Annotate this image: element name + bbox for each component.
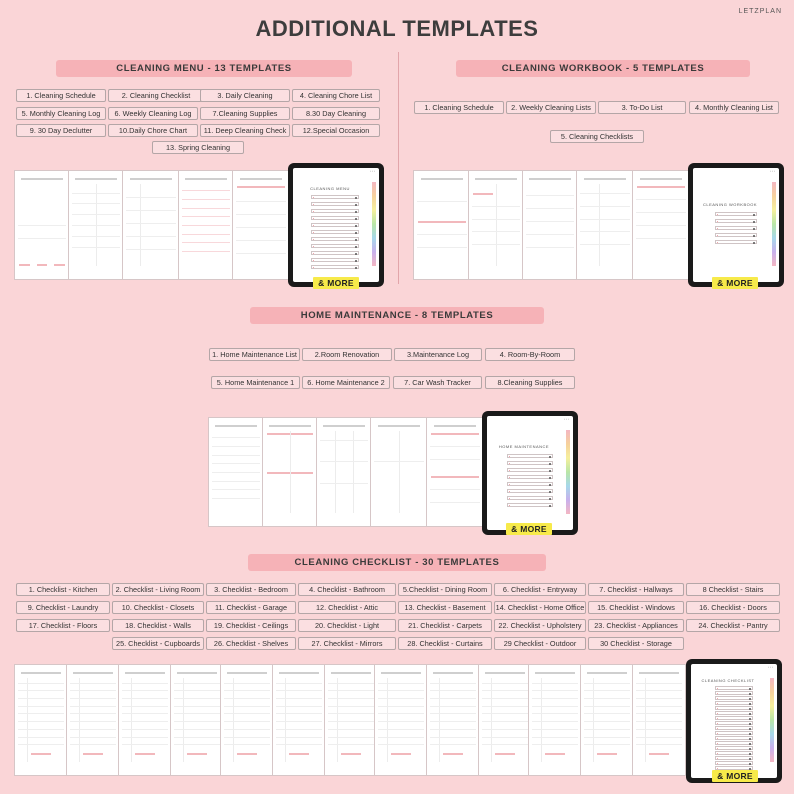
template-preview-page: [580, 664, 634, 776]
cleaning-workbook-heading: CLEANING WORKBOOK - 5 TEMPLATES: [456, 60, 750, 77]
template-preview-page: [14, 170, 70, 280]
cleaning-menu-item[interactable]: 2. Cleaning Checklist: [108, 89, 204, 102]
checklist-item[interactable]: 17. Checklist - Floors: [16, 619, 110, 632]
checklist-item[interactable]: 6. Checklist - Entryway: [494, 583, 586, 596]
home-maintenance-heading: HOME MAINTENANCE - 8 TEMPLATES: [250, 307, 544, 324]
template-preview-page: [122, 170, 180, 280]
cleaning-workbook-item[interactable]: 2. Weekly Cleaning Lists: [506, 101, 596, 114]
more-badge: & MORE: [506, 523, 552, 535]
home-maintenance-item[interactable]: 2.Room Renovation: [302, 348, 392, 361]
checklist-item[interactable]: 12. Checklist - Attic: [298, 601, 396, 614]
checklist-item[interactable]: 14. Checklist - Home Office: [495, 603, 585, 612]
cleaning-menu-heading: CLEANING MENU - 13 TEMPLATES: [56, 60, 352, 77]
checklist-item[interactable]: 21. Checklist - Carpets: [398, 619, 492, 632]
template-preview-page: [14, 664, 68, 776]
tablet-preview: • • • CLEANING WORKBOOK: [688, 163, 784, 287]
checklist-item[interactable]: 30 Checklist - Storage: [588, 637, 684, 650]
template-preview-page: [316, 417, 372, 527]
checklist-item[interactable]: 9. Checklist - Laundry: [16, 601, 110, 614]
checklist-item[interactable]: 26. Checklist - Shelves: [206, 637, 296, 650]
template-preview-page: [68, 170, 124, 280]
home-maintenance-item[interactable]: 3.Maintenance Log: [394, 348, 482, 361]
checklist-item[interactable]: 1. Checklist - Kitchen: [16, 583, 110, 596]
tablet-menu-title: CLEANING MENU: [310, 186, 350, 191]
home-maintenance-item[interactable]: 8.Cleaning Supplies: [485, 376, 575, 389]
cleaning-menu-item[interactable]: 10.Daily Chore Chart: [108, 124, 198, 137]
tablet-menu-title: HOME MAINTENANCE: [498, 444, 550, 449]
template-preview-page: [118, 664, 172, 776]
home-maintenance-item[interactable]: 4. Room-By-Room: [485, 348, 575, 361]
cleaning-menu-item[interactable]: 7.Cleaning Supplies: [200, 107, 290, 120]
checklist-item[interactable]: 29 Checklist - Outdoor: [494, 637, 586, 650]
template-preview-page: [170, 664, 224, 776]
checklist-item[interactable]: 2. Checklist - Living Room: [112, 583, 204, 596]
cleaning-menu-item[interactable]: 3. Daily Cleaning: [200, 89, 290, 102]
more-badge: & MORE: [712, 770, 758, 782]
template-preview-page: [178, 170, 234, 280]
template-preview-page: [413, 170, 471, 280]
cleaning-menu-item[interactable]: 1. Cleaning Schedule: [16, 89, 106, 102]
cleaning-workbook-item[interactable]: 3. To-Do List: [598, 101, 686, 114]
checklist-item[interactable]: 15. Checklist - Windows: [588, 601, 684, 614]
checklist-item[interactable]: 23. Checklist - Appliances: [588, 619, 684, 632]
template-preview-page: [262, 417, 318, 527]
checklist-item[interactable]: 28. Checklist - Curtains: [398, 637, 492, 650]
more-badge: & MORE: [712, 277, 758, 289]
page-title: ADDITIONAL TEMPLATES: [255, 16, 539, 41]
checklist-item[interactable]: 8 Checklist - Stairs: [686, 583, 780, 596]
checklist-item[interactable]: 7. Checklist - Hallways: [588, 583, 684, 596]
checklist-item[interactable]: 24. Checklist - Pantry: [686, 619, 780, 632]
tablet-preview: • • • CLEANING MENU: [288, 163, 384, 287]
checklist-item[interactable]: 13. Checklist - Basement: [398, 601, 492, 614]
checklist-item[interactable]: 27. Checklist - Mirrors: [298, 637, 396, 650]
brand-logo: LETZPLAN: [738, 8, 782, 15]
checklist-item[interactable]: 4. Checklist - Bathroom: [298, 583, 396, 596]
template-preview-page: [426, 417, 484, 527]
template-preview-page: [66, 664, 120, 776]
cleaning-menu-item[interactable]: 5. Monthly Cleaning Log: [16, 107, 106, 120]
more-badge: & MORE: [313, 277, 359, 289]
template-preview-page: [468, 170, 524, 280]
template-preview-page: [324, 664, 378, 776]
checklist-item[interactable]: 22. Checklist - Upholstery: [494, 619, 586, 632]
cleaning-checklist-heading: CLEANING CHECKLIST - 30 TEMPLATES: [248, 554, 546, 571]
cleaning-menu-item[interactable]: 9. 30 Day Declutter: [16, 124, 106, 137]
checklist-item[interactable]: 20. Checklist - Light: [298, 619, 396, 632]
template-preview-page: [232, 170, 290, 280]
home-maintenance-item[interactable]: 1. Home Maintenance List: [209, 348, 300, 361]
home-maintenance-item[interactable]: 6. Home Maintenance 2: [302, 376, 390, 389]
checklist-item[interactable]: 10. Checklist - Closets: [112, 601, 204, 614]
tablet-preview: • • • CLEANING CHECKLIST: [686, 659, 782, 783]
template-preview-page: [374, 664, 428, 776]
cleaning-workbook-item[interactable]: 5. Cleaning Checklists: [550, 130, 644, 143]
home-maintenance-item[interactable]: 5. Home Maintenance 1: [211, 376, 300, 389]
section-divider: [398, 52, 399, 284]
cleaning-menu-item[interactable]: 13. Spring Cleaning: [152, 141, 244, 154]
checklist-item[interactable]: 3. Checklist - Bedroom: [206, 583, 296, 596]
template-preview-page: [576, 170, 634, 280]
checklist-item[interactable]: 19. Checklist - Ceilings: [206, 619, 296, 632]
template-preview-page: [220, 664, 274, 776]
tablet-menu-title: CLEANING WORKBOOK: [702, 202, 758, 207]
checklist-item[interactable]: 18. Checklist - Walls: [112, 619, 204, 632]
home-maintenance-item[interactable]: 7. Car Wash Tracker: [393, 376, 482, 389]
template-preview-page: [208, 417, 264, 527]
cleaning-workbook-item[interactable]: 4. Monthly Cleaning List: [689, 101, 779, 114]
checklist-item[interactable]: 11. Checklist - Garage: [206, 601, 296, 614]
template-preview-page: [632, 664, 686, 776]
cleaning-menu-item[interactable]: 8.30 Day Cleaning: [292, 107, 380, 120]
template-preview-page: [272, 664, 326, 776]
template-preview-page: [478, 664, 532, 776]
tablet-preview: • • • HOME MAINTENANCE: [482, 411, 578, 535]
cleaning-menu-item[interactable]: 4. Cleaning Chore List: [292, 89, 380, 102]
cleaning-menu-item[interactable]: 6. Weekly Cleaning Log: [108, 107, 198, 120]
checklist-item[interactable]: 5.Checklist - Dining Room: [398, 583, 492, 596]
cleaning-workbook-item[interactable]: 1. Cleaning Schedule: [414, 101, 504, 114]
template-preview-page: [426, 664, 480, 776]
checklist-item[interactable]: 16. Checklist - Doors: [686, 601, 780, 614]
checklist-item[interactable]: 25. Checklist - Cupboards: [112, 637, 204, 650]
template-preview-page: [522, 170, 578, 280]
template-preview-page: [632, 170, 690, 280]
tablet-menu-title: CLEANING CHECKLIST: [701, 678, 755, 683]
cleaning-menu-item[interactable]: 12.Special Occasion: [292, 124, 380, 137]
template-preview-page: [528, 664, 582, 776]
cleaning-menu-item[interactable]: 11. Deep Cleaning Check: [200, 124, 290, 137]
template-preview-page: [370, 417, 428, 527]
